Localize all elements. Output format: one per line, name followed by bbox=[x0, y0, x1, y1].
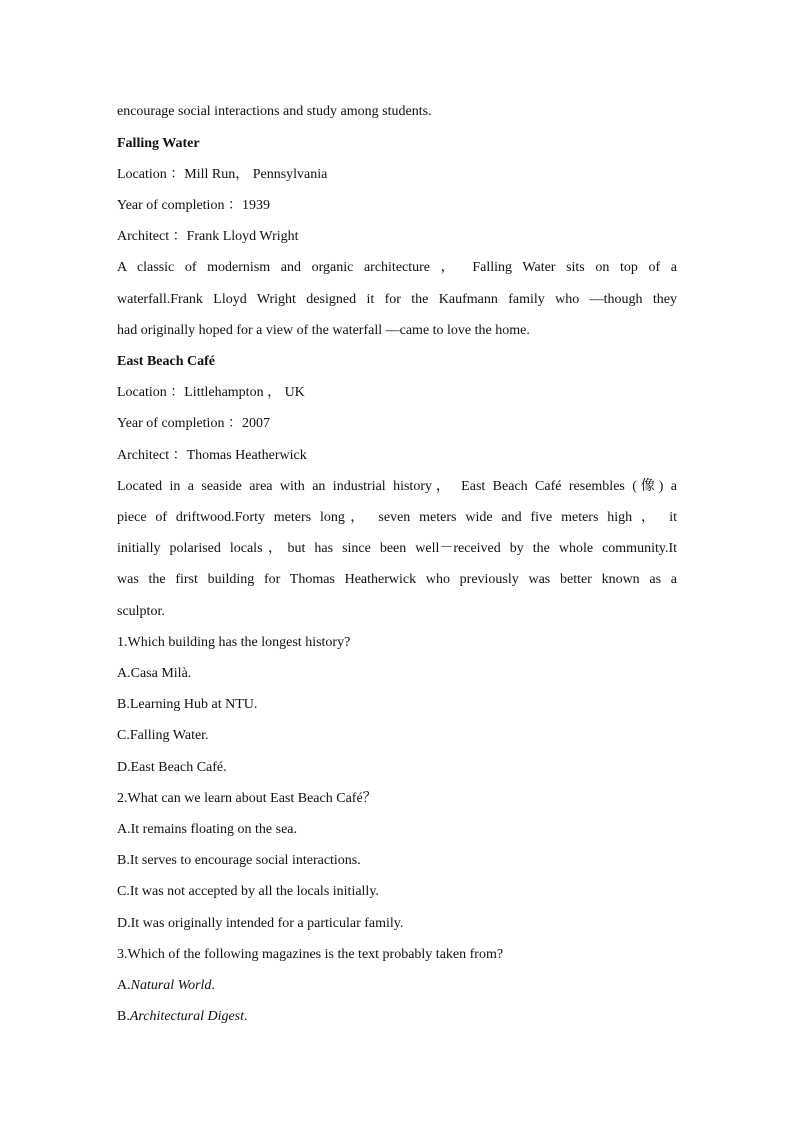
option-text: East Beach Café. bbox=[130, 760, 227, 775]
option-prefix: A. bbox=[117, 978, 131, 993]
option-prefix: C. bbox=[117, 884, 130, 899]
option-suffix: . bbox=[211, 978, 215, 993]
question-1-option-d bbox=[117, 759, 677, 777]
option-text: Architectural Digest bbox=[129, 1009, 245, 1024]
question-2-option-d bbox=[117, 915, 677, 933]
option-text: It was not accepted by all the locals initially. bbox=[129, 884, 379, 899]
option-prefix: A. bbox=[117, 822, 131, 837]
option-text: Casa Milà. bbox=[130, 666, 192, 681]
falling-water-description-line-3: had originally hoped for a view of the waterfall —came to love the home. bbox=[117, 323, 530, 338]
option-prefix: B. bbox=[117, 697, 130, 712]
option-prefix: A. bbox=[117, 666, 131, 681]
falling-water-location: Location ：Mill Run， Pennsylvania bbox=[117, 167, 328, 182]
east-beach-description-line-2: piece of driftwood.Forty meters long， seven meters wide and five meters high ， it bbox=[117, 510, 677, 525]
option-prefix: D. bbox=[117, 760, 131, 775]
falling-water-description-line-2: waterfall.Frank Lloyd Wright designed it for the Kaufmann family who —though they bbox=[117, 292, 677, 307]
option-suffix: . bbox=[244, 1009, 248, 1024]
question-1-stem: 1.Which building has the longest history? bbox=[117, 635, 351, 650]
falling-water-heading: Falling Water bbox=[117, 136, 200, 151]
east-beach-year: Year of completion ：2007 bbox=[117, 416, 270, 431]
option-text: It serves to encourage social interactions. bbox=[129, 853, 361, 868]
option-text: Falling Water. bbox=[129, 728, 209, 743]
falling-water-description-line-1: A classic of modernism and organic architecture ， Falling Water sits on top of a bbox=[117, 260, 677, 275]
question-1-option-b bbox=[117, 696, 677, 714]
intro-tail-line: encourage social interactions and study among students. bbox=[117, 104, 432, 119]
question-2-option-a bbox=[117, 821, 677, 839]
question-1-option-c bbox=[117, 727, 677, 745]
option-prefix: D. bbox=[117, 916, 131, 931]
option-prefix: B. bbox=[117, 1009, 130, 1024]
east-beach-heading: East Beach Café bbox=[117, 354, 215, 369]
option-text: Natural World bbox=[130, 978, 212, 993]
east-beach-description-line-3: initially polarised locals，but has since been well－received by the whole community.It bbox=[117, 541, 677, 556]
east-beach-description-line-5: sculptor. bbox=[117, 604, 165, 619]
option-text: It was originally intended for a particular family. bbox=[130, 916, 404, 931]
option-text: Learning Hub at NTU. bbox=[129, 697, 258, 712]
east-beach-description-line-4: was the first building for Thomas Heatherwick who previously was better known as a bbox=[117, 572, 677, 587]
question-2-option-c bbox=[117, 883, 677, 901]
east-beach-location: Location ：Littlehampton ， UK bbox=[117, 385, 305, 400]
question-2-option-b bbox=[117, 852, 677, 870]
option-prefix: B. bbox=[117, 853, 130, 868]
question-3-option-a bbox=[117, 977, 677, 995]
east-beach-architect: Architect ：Thomas Heatherwick bbox=[117, 448, 307, 463]
question-3-stem: 3.Which of the following magazines is the text probably taken from? bbox=[117, 947, 504, 962]
question-2-stem: 2.What can we learn about East Beach Café？ bbox=[117, 791, 377, 806]
falling-water-architect: Architect ：Frank Lloyd Wright bbox=[117, 229, 299, 244]
falling-water-year: Year of completion ：1939 bbox=[117, 198, 270, 213]
option-prefix: C. bbox=[117, 728, 130, 743]
question-1-option-a bbox=[117, 665, 677, 683]
option-text: It remains floating on the sea. bbox=[130, 822, 298, 837]
question-3-option-b bbox=[117, 1008, 677, 1026]
east-beach-description-line-1: Located in a seaside area with an industrial history， East Beach Café resembles (像) a bbox=[117, 479, 677, 494]
